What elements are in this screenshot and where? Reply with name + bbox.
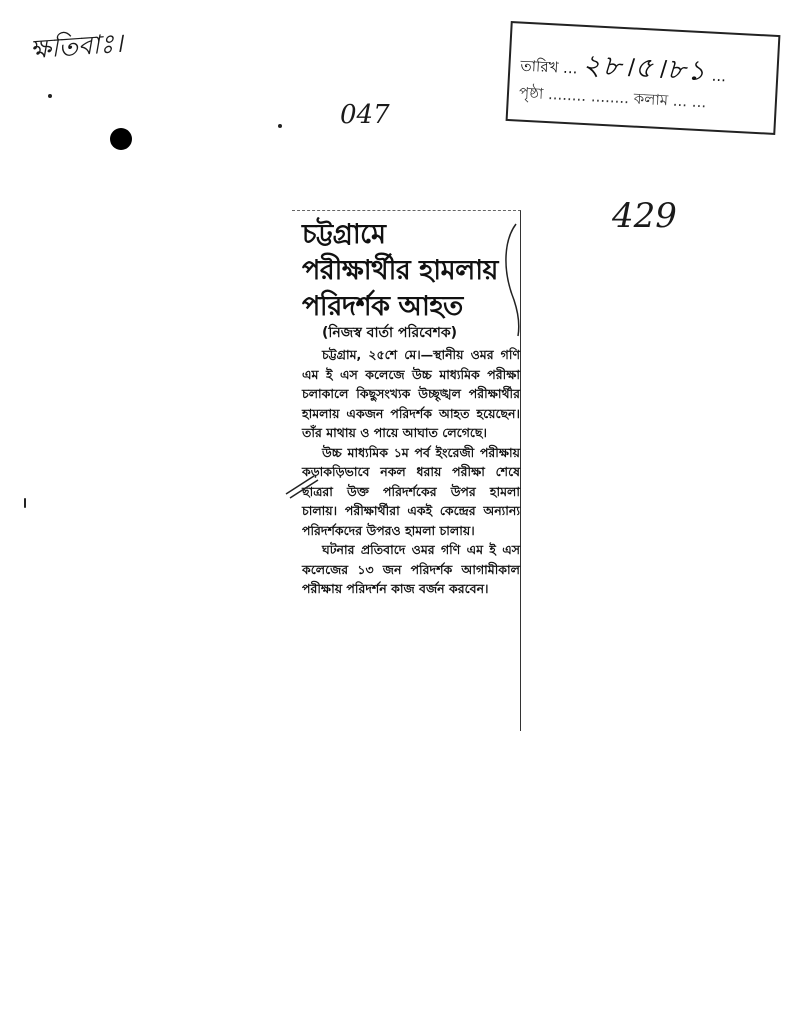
article-headline: চট্টগ্রামে পরীক্ষার্থীর হামলায় পরিদর্শক আহত bbox=[302, 219, 498, 322]
article-paragraph: ঘটনার প্রতিবাদে ওমর গণি এম ই এস কলেজের ১৩ জন পরিদর্শক আগামীকাল পরীক্ষায় পরিদর্শন কাজ বর্জন করবেন। bbox=[302, 542, 520, 596]
newspaper-clipping bbox=[292, 210, 521, 731]
scan-speck bbox=[278, 124, 282, 128]
date-stamp bbox=[506, 21, 781, 135]
stamp-page-label: পৃষ্ঠা bbox=[518, 83, 544, 103]
article-paragraph: চট্টগ্রাম, ২৫শে মে।—স্থানীয় ওমর গণি এম ই এস কলেজে উচ্চ মাধ্যমিক পরীক্ষা চলাকালে কিছুসংখ্যক উচ্ছৃঙ্খল পরীক্ষার্থীর হামলায় একজন পরিদর্শক আহত হয়েছেন। তাঁর মাথায় ও পায়ে আঘাত লেগেছে। bbox=[302, 347, 520, 440]
scan-speck bbox=[24, 498, 26, 508]
article-body bbox=[302, 345, 520, 599]
stamp-page-row: পৃষ্ঠা ........ ........ কলাম ... ... bbox=[518, 83, 707, 112]
pen-mark-margin bbox=[494, 220, 524, 340]
stamp-column-label: কলাম bbox=[633, 89, 669, 110]
page-number-handwritten: 429 bbox=[612, 196, 677, 236]
stamp-date-value: ২৮।৫।৮১ bbox=[581, 47, 709, 88]
stamp-date-row: তারিখ ... ২৮।৫।৮১ ... bbox=[520, 47, 727, 88]
stamp-date-label: তারিখ bbox=[520, 56, 559, 77]
article-paragraph: উচ্চ মাধ্যমিক ১ম পর্ব ইংরেজী পরীক্ষায় কড়াকড়িভাবে নকল ধরায় পরীক্ষা শেষে ছাত্ররা উক্ত পরিদর্শকের উপর হামলা চালায়। পরীক্ষার্থীরা একই কেন্দ্রের অন্যান্য পরিদর্শকদের উপরও হামলা চালায়। bbox=[302, 444, 520, 538]
punch-hole bbox=[110, 128, 132, 150]
article-byline: (নিজস্ব বার্তা পরিবেশক) bbox=[322, 325, 458, 341]
pen-mark-scribble bbox=[284, 470, 324, 500]
source-note-handwritten: ক্ষতিবাঃ। bbox=[28, 28, 125, 66]
scan-speck bbox=[48, 94, 52, 98]
file-number-handwritten: 047 bbox=[340, 100, 390, 130]
